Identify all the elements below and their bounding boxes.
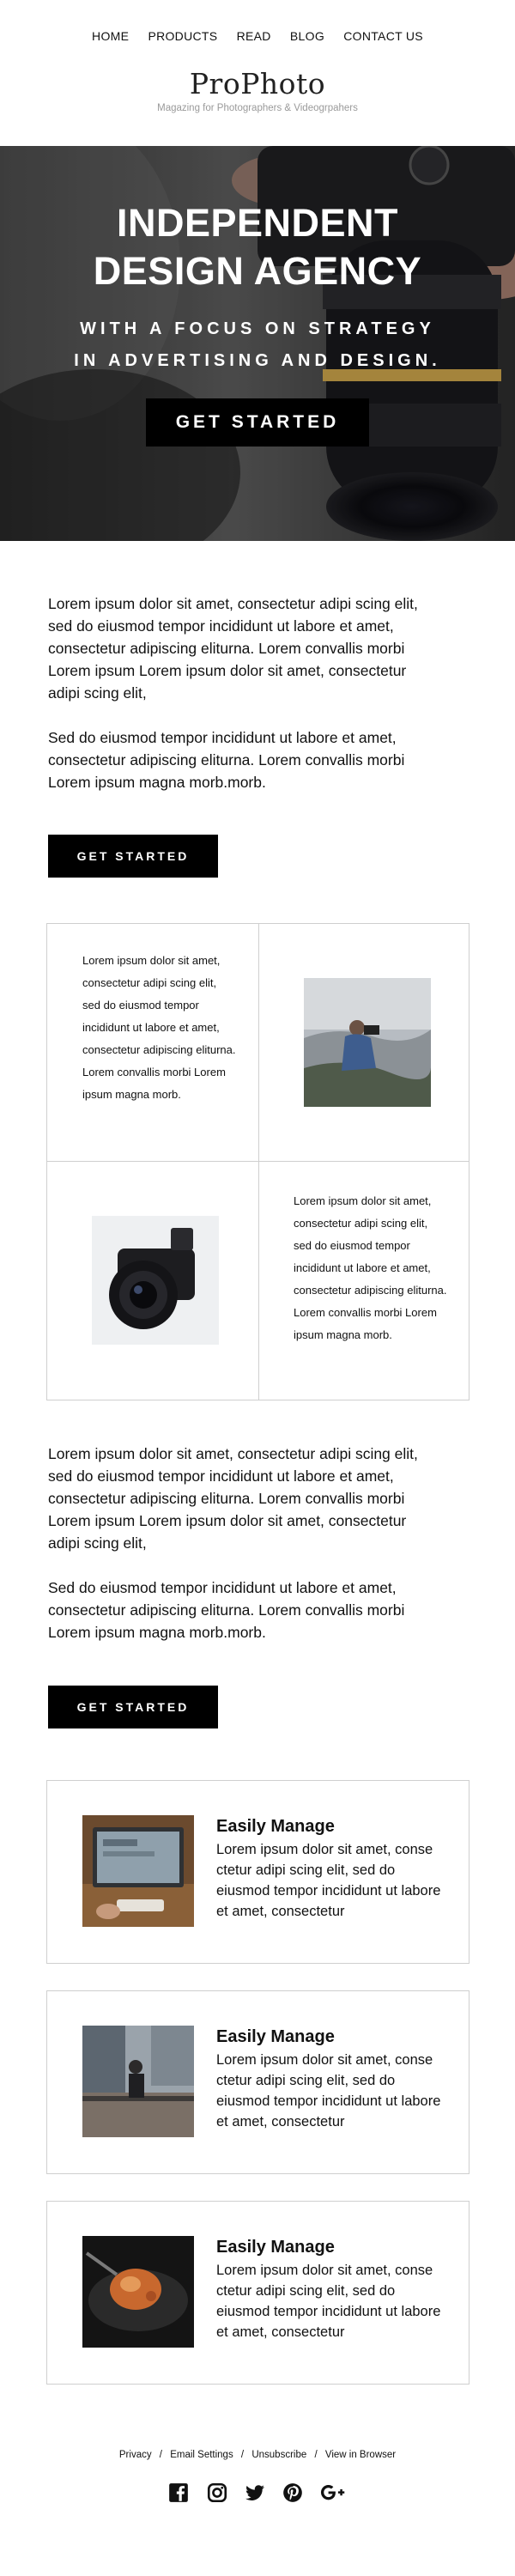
feature-grid xyxy=(46,923,470,1400)
card-2-title: Easily Manage xyxy=(216,2027,335,2046)
footer-separator: / xyxy=(240,2450,245,2460)
hero-title-line2: DESIGN AGENCY xyxy=(93,249,422,293)
social-icons xyxy=(0,2482,515,2504)
grid-cell-1-text: Lorem ipsum dolor sit amet, consectetur adipi scing elit, sed do eiusmod tempor incididunt ut labore et amet, consectetur adipiscing eliturna. Lorem convallis morbi Lorem ipsum magna morb. xyxy=(82,954,236,1101)
grid-cell-4-text: Lorem ipsum dolor sit amet, consectetur adipi scing elit, sed do eiusmod tempor incididunt ut labore et amet, consectetur adipiscing eliturna. Lorem convallis morbi Lorem ipsum magna morb. xyxy=(294,1194,447,1341)
footer-link-privacy[interactable]: Privacy xyxy=(118,2450,152,2460)
hero-subtitle-line2: IN ADVERTISING AND DESIGN. xyxy=(74,351,441,370)
grid-photographer-image xyxy=(304,978,431,1107)
grid-divider-vertical xyxy=(258,924,259,1400)
nav-read[interactable]: READ xyxy=(236,29,271,43)
nav-contact-us[interactable]: CONTACT US xyxy=(343,29,423,43)
card-1-image xyxy=(82,1815,194,1927)
footer-separator: / xyxy=(159,2450,162,2460)
intro-2-para-1: Lorem ipsum dolor sit amet, consectetur adipi scing elit, sed do eiusmod tempor incididunt ut labore et amet, consectetur adipiscing eliturna. Lorem convallis morbi Lorem ipsum Lorem ipsum dolor sit amet, consectetur adipi scing elit, xyxy=(48,1445,418,1552)
footer-link-email-settings[interactable]: Email Settings xyxy=(170,2450,233,2460)
nav-home[interactable]: HOME xyxy=(92,29,130,43)
footer-link-view-in-browser[interactable]: View in Browser xyxy=(324,2450,397,2460)
card-2-image xyxy=(82,2026,194,2137)
card-3-description: Lorem ipsum dolor sit amet, conse ctetur adipi scing elit, sed do eiusmod tempor incididunt ut labore et amet, consectetur xyxy=(216,2263,441,2340)
brand-header xyxy=(0,67,515,113)
get-started-button-2[interactable]: GET STARTED xyxy=(48,1686,218,1728)
get-started-button-1[interactable]: GET STARTED xyxy=(48,835,218,878)
top-nav xyxy=(0,29,515,43)
card-1-title: Easily Manage xyxy=(216,1817,335,1836)
footer-links xyxy=(0,2450,515,2460)
nav-blog[interactable]: BLOG xyxy=(289,29,325,43)
intro-text-2 xyxy=(48,1443,426,1643)
feature-card-2 xyxy=(46,1990,470,2174)
instagram-icon[interactable] xyxy=(206,2482,228,2504)
footer-separator: / xyxy=(314,2450,318,2460)
hero-title-line1: INDEPENDENT xyxy=(116,201,399,245)
hero-subtitle-line1: WITH A FOCUS ON STRATEGY xyxy=(80,319,435,338)
logo[interactable]: ProPhoto xyxy=(189,67,326,100)
card-2-description: Lorem ipsum dolor sit amet, conse ctetur adipi scing elit, sed do eiusmod tempor incididunt ut labore et amet, consectetur xyxy=(216,2052,441,2129)
feature-card-3 xyxy=(46,2201,470,2385)
hero-title xyxy=(0,199,515,295)
nav-products[interactable]: PRODUCTS xyxy=(148,29,218,43)
hero-subtitle xyxy=(0,313,515,377)
pinterest-icon[interactable] xyxy=(282,2482,304,2504)
hero-banner xyxy=(0,146,515,541)
footer-link-unsubscribe[interactable]: Unsubscribe xyxy=(251,2450,307,2460)
feature-card-1 xyxy=(46,1780,470,1964)
google-plus-icon[interactable] xyxy=(320,2482,348,2504)
twitter-icon[interactable] xyxy=(244,2482,266,2504)
intro-2-para-2: Sed do eiusmod tempor incididunt ut labore et amet, consectetur adipiscing eliturna. Lorem convallis morbi Lorem ipsum magna morb.morb. xyxy=(48,1579,405,1641)
grid-divider-horizontal xyxy=(47,1161,469,1162)
card-3-image xyxy=(82,2236,194,2348)
intro-1-para-1: Lorem ipsum dolor sit amet, consectetur adipi scing elit, sed do eiusmod tempor incididunt ut labore et amet, consectetur adipiscing eliturna. Lorem convallis morbi Lorem ipsum Lorem ipsum dolor sit amet, consectetur adipi scing elit, xyxy=(48,595,418,702)
intro-1-para-2: Sed do eiusmod tempor incididunt ut labore et amet, consectetur adipiscing eliturna. Lorem convallis morbi Lorem ipsum magna morb.morb. xyxy=(48,729,405,791)
card-1-description: Lorem ipsum dolor sit amet, conse ctetur adipi scing elit, sed do eiusmod tempor incididunt ut labore et amet, consectetur xyxy=(216,1842,441,1919)
hero-get-started-button[interactable]: GET STARTED xyxy=(146,398,369,447)
facebook-icon[interactable] xyxy=(167,2482,190,2504)
card-3-title: Easily Manage xyxy=(216,2238,335,2257)
tagline: Magazing for Photographers & Videogrpahers xyxy=(157,103,358,113)
grid-camera-image xyxy=(92,1216,219,1345)
intro-text-1 xyxy=(48,592,426,793)
